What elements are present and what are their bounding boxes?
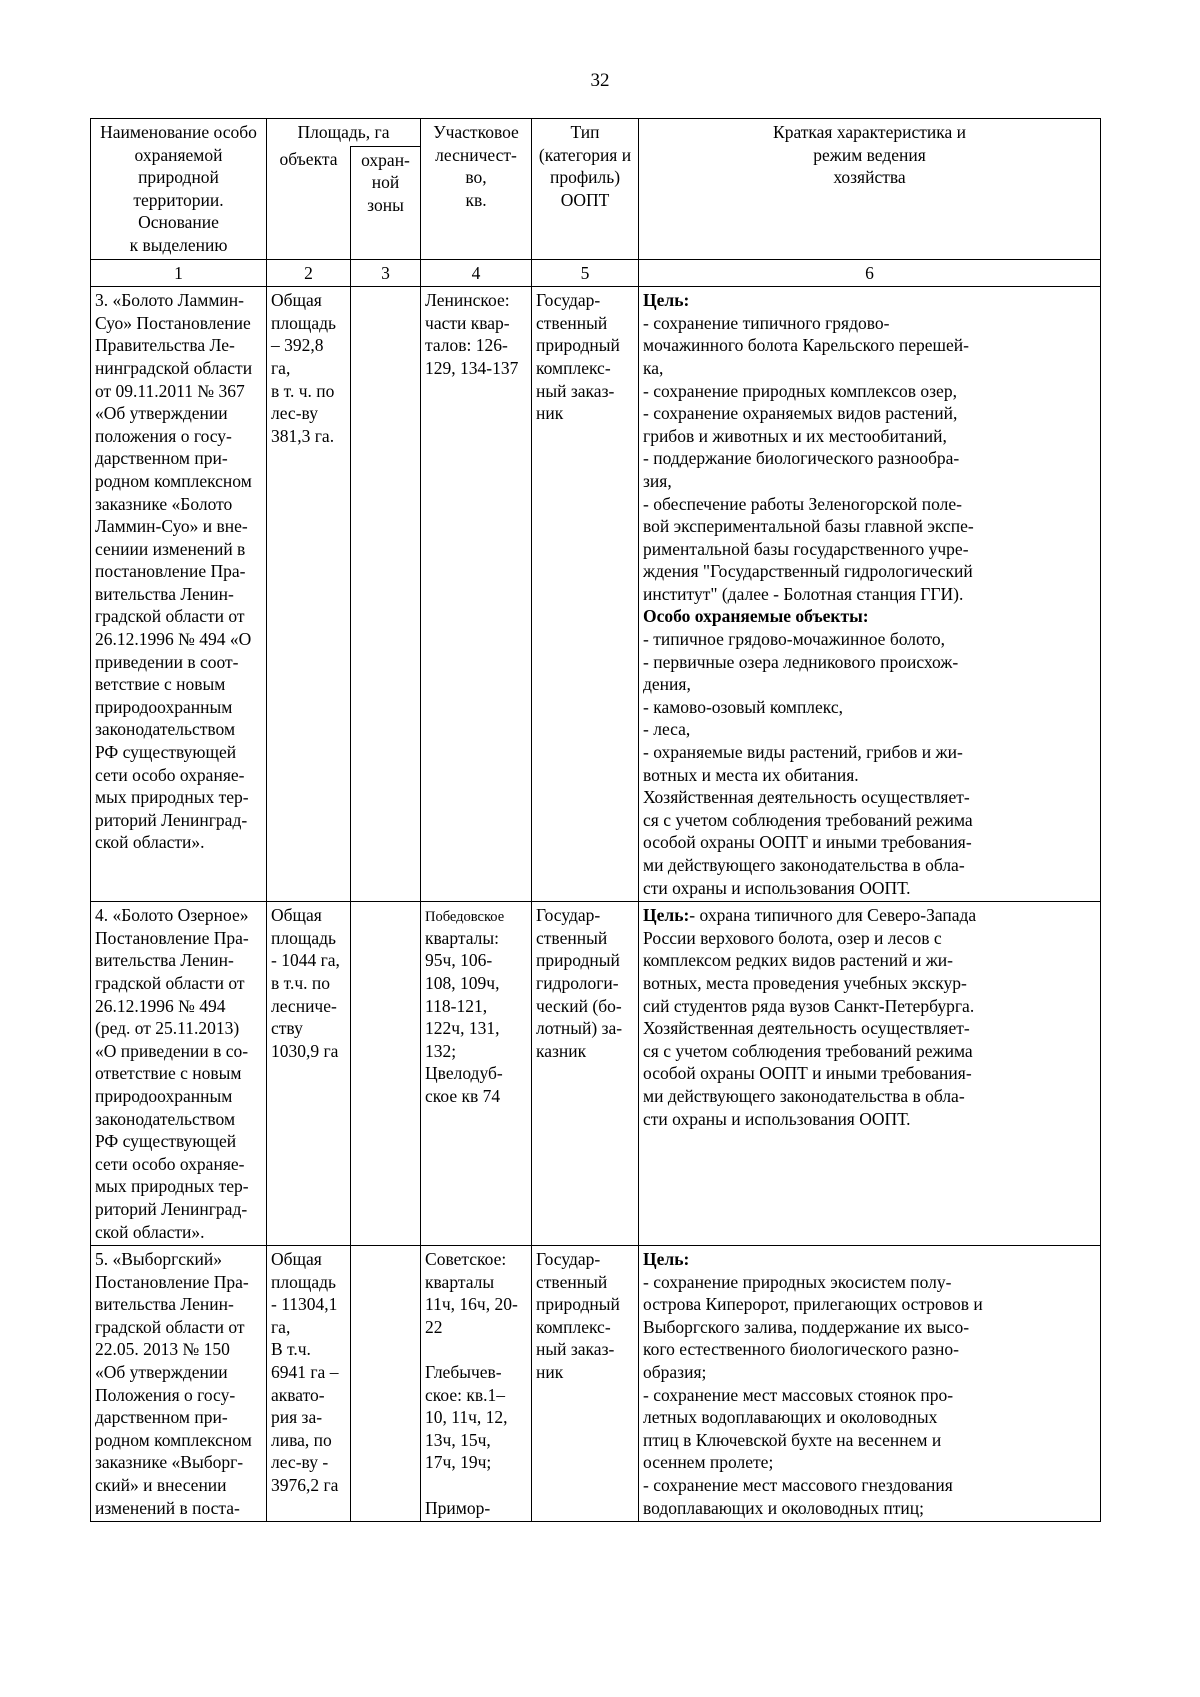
- area-name-cell: 3. «Болото Ламмин- Суо» Постановление Правительства Ле- нинградской области от 09.11.2011 № 367 «Об утверждении положения о госу- дарственном при- родном комплексном заказнике «Болото Ламмин-Суо» и вне- сениии изменений в постановление Пра- вительства Ленин- градской области от 26.12.1996 № 494 «О приведении в соот- ветствие с новым природоохранным законодательством РФ существующей сети особо охраняе- мых природных тер- риторий Ленинград- ской области».: [91, 287, 267, 902]
- buffer-zone-cell: [351, 1246, 421, 1522]
- forestry-quarters: кварталы: 95ч, 106- 108, 109ч, 118-121, 122ч, 131, 132; Цвелодуб- ское кв 74: [425, 927, 503, 1106]
- header-description: Краткая характеристика и режим ведения хозяйства: [639, 119, 1101, 260]
- description-text: - охрана типичного для Северо-Запада России верхового болота, озер и лесов с комплексом редких видов растений и жи- вотных, места проведения учебных экскур- сий студентов ряда вузов Санкт-Петербурга. Хозяйственная деятельность осуществляет- ся с учетом соблюдения требований режима особой охраны ООПТ и иными требования- ми действующего законодательства в обла- сти охраны и использования ООПТ.: [643, 905, 977, 1129]
- description-heading: Цель:: [643, 905, 690, 926]
- description-text: - сохранение природных экосистем полу- острова Киперорот, прилегающих островов и Выборгского залива, поддержание их высо- кого естественного биологического разно- образия; - сохранение мест массовых стоянок про- летных водоплавающих и околоводных птиц в Ключевской бухте на весеннем и осеннем пролете; - сохранение мест массового гнездования водоплавающих и околоводных птиц;: [643, 1271, 983, 1518]
- table-row: [91, 287, 1101, 902]
- table-row: [91, 1246, 1101, 1522]
- description-heading: Особо охраняемые объекты:: [643, 606, 869, 627]
- column-number: 5: [532, 259, 639, 287]
- header-area-group: Площадь, га: [267, 119, 421, 147]
- type-cell: Государ- ственный природный комплекс- ный заказ- ник: [532, 287, 639, 902]
- forestry-cell: [421, 902, 532, 1246]
- buffer-zone-cell: [351, 902, 421, 1246]
- description-cell: [639, 1246, 1101, 1522]
- description-text: - типичное грядово-мочажинное болото, - первичные озера ледникового происхож- дения, - камово-озовый комплекс, - леса, - охраняемые виды растений, грибов и жи- вотных и места их обитания. Хозяйственная деятельность осуществляет- ся с учетом соблюдения требований режима особой охраны ООПТ и иными требования- ми действующего законодательства в обла- сти охраны и использования ООПТ.: [643, 629, 973, 898]
- protected-areas-table: [90, 118, 1101, 1522]
- forestry-cell: Ленинское: части квар- талов: 126- 129, 134-137: [421, 287, 532, 902]
- forestry-district: Победовское: [425, 909, 505, 926]
- forestry-cell: Советское: кварталы 11ч, 16ч, 20- 22 Глебычев- ское: кв.1– 10, 11ч, 12, 13ч, 15ч, 17ч, 19ч; Примор-: [421, 1246, 532, 1522]
- column-number: 2: [267, 259, 351, 287]
- header-area-object: объекта: [267, 146, 351, 259]
- type-cell: Государ- ственный природный гидрологи- ческий (бо- лотный) за- казник: [532, 902, 639, 1246]
- page-number: 32: [590, 70, 610, 91]
- description-heading: Цель:: [643, 290, 690, 311]
- column-number: 3: [351, 259, 421, 287]
- area-size-cell: Общая площадь - 1044 га, в т.ч. по лесниче- ству 1030,9 га: [267, 902, 351, 1246]
- type-cell: Государ- ственный природный комплекс- ный заказ- ник: [532, 1246, 639, 1522]
- description-text: - сохранение типичного грядово- мочажинного болота Карельского перешей- ка, - сохранение природных комплексов озер, - сохранение охраняемых видов растений, грибов и животных и их местообитаний, - поддержание биологического разнообра- зия, - обеспечение работы Зеленогорской поле- вой экспериментальной базы главной экспе- риментальной базы государственного учре- ждения "Государственный гидрологический институт" (далее - Болотная станция ГГИ).: [643, 312, 974, 604]
- header-name: Наименование особо охраняемой природной территории. Основание к выделению: [91, 119, 267, 260]
- buffer-zone-cell: [351, 287, 421, 902]
- table-row: [91, 902, 1101, 1246]
- area-name-cell: 4. «Болото Озерное» Постановление Пра- вительства Ленин- градской области от 26.12.1996 № 494 (ред. от 25.11.2013) «О приведении в со- ответствие с новым природоохранным законодательством РФ существующей сети особо охраняе- мых природных тер- риторий Ленинград- ской области».: [91, 902, 267, 1246]
- area-size-cell: Общая площадь – 392,8 га, в т. ч. по лес-ву 381,3 га.: [267, 287, 351, 902]
- area-size-cell: Общая площадь - 11304,1 га, В т.ч. 6941 га – аквато- рия за- лива, по лес-ву - 3976,2 га: [267, 1246, 351, 1522]
- column-number: 6: [639, 259, 1101, 287]
- description-heading: Цель:: [643, 1249, 690, 1270]
- header-forestry: Участковое лесничест-во, кв.: [421, 119, 532, 260]
- area-name-cell: 5. «Выборгский» Постановление Пра- вительства Ленин- градской области от 22.05. 2013 № 150 «Об утверждении Положения о госу- дарственном при- родном комплексном заказнике «Выборг- ский» и внесении изменений в поста-: [91, 1246, 267, 1522]
- description-cell: [639, 902, 1101, 1246]
- header-type: Тип (категория и профиль) ООПТ: [532, 119, 639, 260]
- column-number: 4: [421, 259, 532, 287]
- header-area-buffer: охран- ной зоны: [351, 146, 421, 259]
- description-cell: [639, 287, 1101, 902]
- column-number: 1: [91, 259, 267, 287]
